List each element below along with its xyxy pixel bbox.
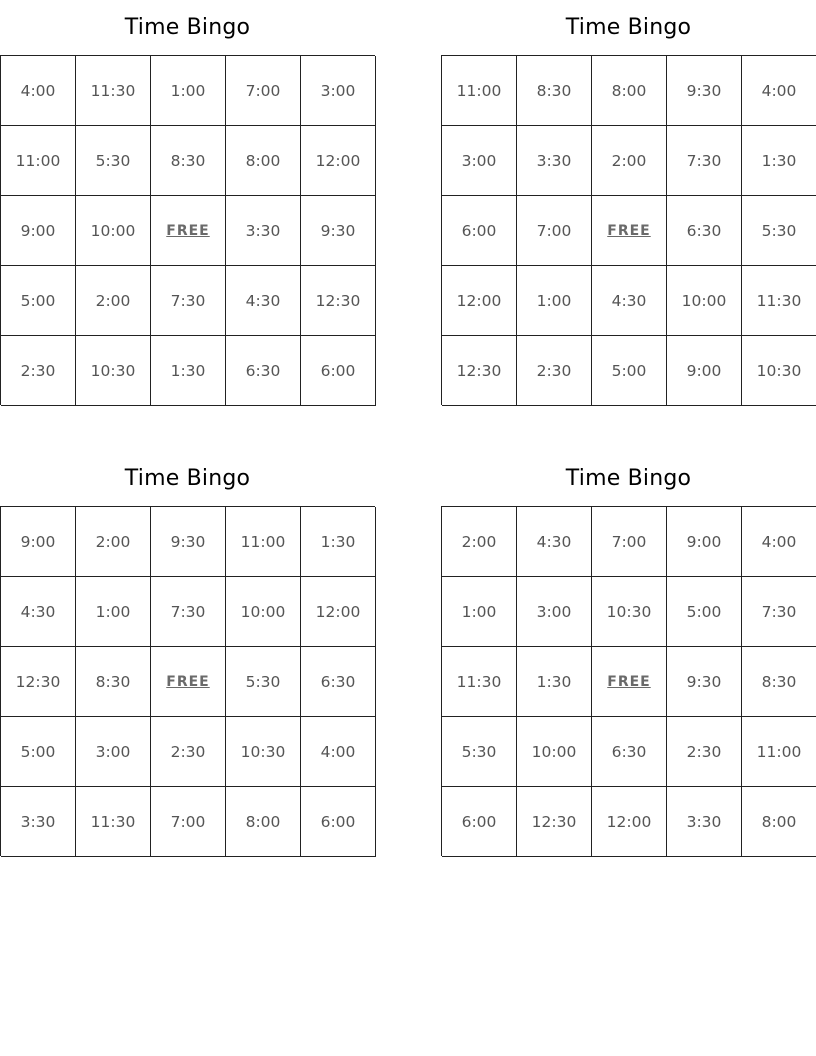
bingo-cell: 2:30 [517, 336, 592, 406]
bingo-cell: 8:00 [226, 126, 301, 196]
bingo-cell: 7:00 [151, 787, 226, 857]
bingo-grid [0, 55, 375, 405]
bingo-cell: 10:30 [76, 336, 151, 406]
bingo-cell: 8:30 [151, 126, 226, 196]
bingo-cell: 7:30 [151, 577, 226, 647]
bingo-cell: 3:00 [442, 126, 517, 196]
bingo-cell: 3:30 [226, 196, 301, 266]
bingo-cell: 12:30 [517, 787, 592, 857]
bingo-cell: 7:30 [151, 266, 226, 336]
bingo-cell: 9:00 [667, 507, 742, 577]
bingo-cell: 11:00 [742, 717, 816, 787]
bingo-cell: 8:30 [76, 647, 151, 717]
bingo-cell: 2:30 [667, 717, 742, 787]
bingo-cell: 8:30 [742, 647, 816, 717]
bingo-cell: 4:30 [226, 266, 301, 336]
bingo-cell: 12:30 [301, 266, 376, 336]
bingo-cell: 3:00 [517, 577, 592, 647]
bingo-grid [441, 55, 816, 405]
bingo-cell: 10:00 [667, 266, 742, 336]
bingo-cell: 9:00 [667, 336, 742, 406]
bingo-cell: 11:30 [76, 56, 151, 126]
bingo-cell: 6:00 [301, 336, 376, 406]
bingo-cell: 3:30 [1, 787, 76, 857]
bingo-cell: 5:30 [442, 717, 517, 787]
bingo-cell: 9:30 [151, 507, 226, 577]
bingo-cell: 5:00 [667, 577, 742, 647]
bingo-cell: 4:00 [742, 56, 816, 126]
bingo-cell: 5:30 [226, 647, 301, 717]
bingo-cell: 1:30 [517, 647, 592, 717]
bingo-cell: 11:00 [226, 507, 301, 577]
bingo-cell: 8:00 [592, 56, 667, 126]
bingo-cell: 8:00 [742, 787, 816, 857]
bingo-cell: 10:30 [226, 717, 301, 787]
bingo-cell: 2:00 [76, 507, 151, 577]
free-space-cell: FREE [592, 196, 667, 266]
bingo-cell: 7:00 [592, 507, 667, 577]
bingo-cell: 2:00 [442, 507, 517, 577]
bingo-cell: 7:30 [667, 126, 742, 196]
free-space-cell: FREE [592, 647, 667, 717]
free-space-cell: FREE [151, 196, 226, 266]
card-title: Time Bingo [565, 15, 692, 40]
bingo-cell: 12:00 [301, 577, 376, 647]
bingo-cell: 4:00 [742, 507, 816, 577]
bingo-cell: 6:00 [442, 787, 517, 857]
bingo-cell: 10:00 [517, 717, 592, 787]
bingo-cell: 12:00 [301, 126, 376, 196]
bingo-cell: 8:30 [517, 56, 592, 126]
bingo-cell: 1:00 [442, 577, 517, 647]
bingo-grid [0, 506, 375, 856]
bingo-cell: 4:00 [1, 56, 76, 126]
bingo-card-4 [441, 451, 816, 856]
bingo-cell: 9:00 [1, 196, 76, 266]
bingo-cell: 10:30 [742, 336, 816, 406]
bingo-cell: 4:30 [1, 577, 76, 647]
bingo-cell: 1:30 [301, 507, 376, 577]
bingo-cell: 1:30 [742, 126, 816, 196]
card-title: Time Bingo [124, 15, 251, 40]
bingo-cell: 11:00 [1, 126, 76, 196]
bingo-cell: 2:00 [592, 126, 667, 196]
bingo-card-2 [441, 0, 816, 405]
bingo-cell: 3:00 [76, 717, 151, 787]
bingo-cell: 11:00 [442, 56, 517, 126]
bingo-cell: 5:00 [1, 717, 76, 787]
bingo-cell: 4:00 [301, 717, 376, 787]
bingo-card-3 [0, 451, 375, 856]
bingo-cell: 12:00 [442, 266, 517, 336]
card-title: Time Bingo [124, 466, 251, 491]
bingo-cell: 9:30 [667, 647, 742, 717]
bingo-cell: 2:30 [151, 717, 226, 787]
bingo-cell: 3:30 [667, 787, 742, 857]
bingo-cell: 9:00 [1, 507, 76, 577]
bingo-cell: 9:30 [301, 196, 376, 266]
bingo-cell: 4:30 [517, 507, 592, 577]
bingo-cell: 11:30 [76, 787, 151, 857]
free-space-cell: FREE [151, 647, 226, 717]
bingo-cell: 1:30 [151, 336, 226, 406]
bingo-cell: 10:00 [226, 577, 301, 647]
bingo-cell: 12:30 [442, 336, 517, 406]
bingo-cell: 6:00 [442, 196, 517, 266]
bingo-cell: 2:30 [1, 336, 76, 406]
bingo-cell: 8:00 [226, 787, 301, 857]
bingo-cell: 7:30 [742, 577, 816, 647]
bingo-cell: 10:30 [592, 577, 667, 647]
bingo-cell: 3:00 [301, 56, 376, 126]
bingo-cell: 6:30 [301, 647, 376, 717]
bingo-cell: 6:00 [301, 787, 376, 857]
bingo-cell: 7:00 [226, 56, 301, 126]
bingo-cell: 1:00 [76, 577, 151, 647]
bingo-cell: 5:30 [742, 196, 816, 266]
bingo-cell: 6:30 [667, 196, 742, 266]
bingo-cell: 11:30 [442, 647, 517, 717]
bingo-cell: 12:00 [592, 787, 667, 857]
bingo-cell: 11:30 [742, 266, 816, 336]
bingo-cell: 1:00 [151, 56, 226, 126]
bingo-cell: 2:00 [76, 266, 151, 336]
bingo-cell: 7:00 [517, 196, 592, 266]
bingo-cell: 1:00 [517, 266, 592, 336]
bingo-cell: 12:30 [1, 647, 76, 717]
bingo-cell: 5:00 [1, 266, 76, 336]
bingo-cell: 5:30 [76, 126, 151, 196]
bingo-card-1 [0, 0, 375, 405]
card-title: Time Bingo [565, 466, 692, 491]
bingo-grid [441, 506, 816, 856]
bingo-cell: 6:30 [226, 336, 301, 406]
bingo-cell: 5:00 [592, 336, 667, 406]
bingo-cell: 3:30 [517, 126, 592, 196]
bingo-cell: 10:00 [76, 196, 151, 266]
bingo-cell: 6:30 [592, 717, 667, 787]
bingo-cell: 4:30 [592, 266, 667, 336]
bingo-cell: 9:30 [667, 56, 742, 126]
